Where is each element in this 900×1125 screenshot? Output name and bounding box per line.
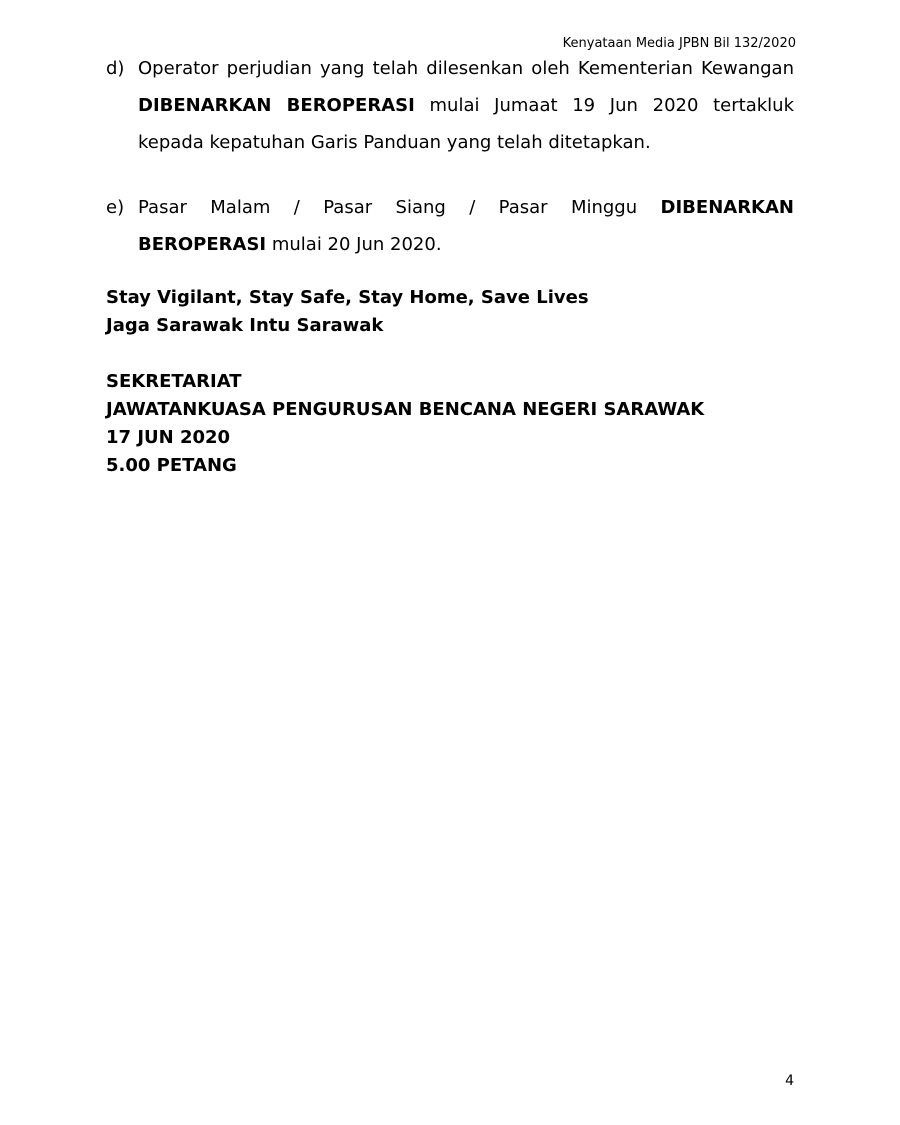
list-marker: e) (106, 197, 125, 218)
signoff-office: SEKRETARIAT (106, 371, 242, 392)
item-line: Operator perjudian yang telah dilesenkan oleh Kementerian Kewangan (138, 58, 794, 79)
list-item-d (106, 50, 794, 161)
list-item-body (138, 189, 794, 263)
signoff-time: 5.00 PETANG (106, 455, 237, 476)
list-item-body (138, 50, 794, 161)
item-text: Pasar Malam / Pasar Siang / Pasar Minggu (138, 197, 638, 218)
bold-phrase: DIBENARKAN (660, 197, 794, 218)
bold-phrase: DIBENARKAN BEROPERASI (138, 95, 415, 116)
media-statement-reference: Kenyataan Media JPBN Bil 132/2020 (562, 36, 796, 51)
signoff-date: 17 JUN 2020 (106, 427, 231, 448)
bold-phrase: BEROPERASI (138, 234, 267, 255)
item-text: mulai Jumaat 19 Jun 2020 tertakluk (429, 95, 794, 116)
slogans (106, 284, 589, 340)
item-text: mulai 20 Jun 2020. (271, 234, 442, 255)
page-number: 4 (785, 1073, 794, 1089)
signoff-block (106, 368, 704, 480)
slogan-malay: Jaga Sarawak Intu Sarawak (106, 315, 384, 336)
list-marker: d) (106, 58, 125, 79)
list-item-e (106, 189, 794, 263)
item-line: kepada kepatuhan Garis Panduan yang telah ditetapkan. (138, 132, 651, 153)
signoff-committee: JAWATANKUASA PENGURUSAN BENCANA NEGERI SARAWAK (106, 399, 705, 420)
item-line (138, 226, 794, 263)
item-line (138, 189, 794, 226)
item-line (138, 87, 794, 124)
slogan-english: Stay Vigilant, Stay Safe, Stay Home, Save Lives (106, 287, 589, 308)
